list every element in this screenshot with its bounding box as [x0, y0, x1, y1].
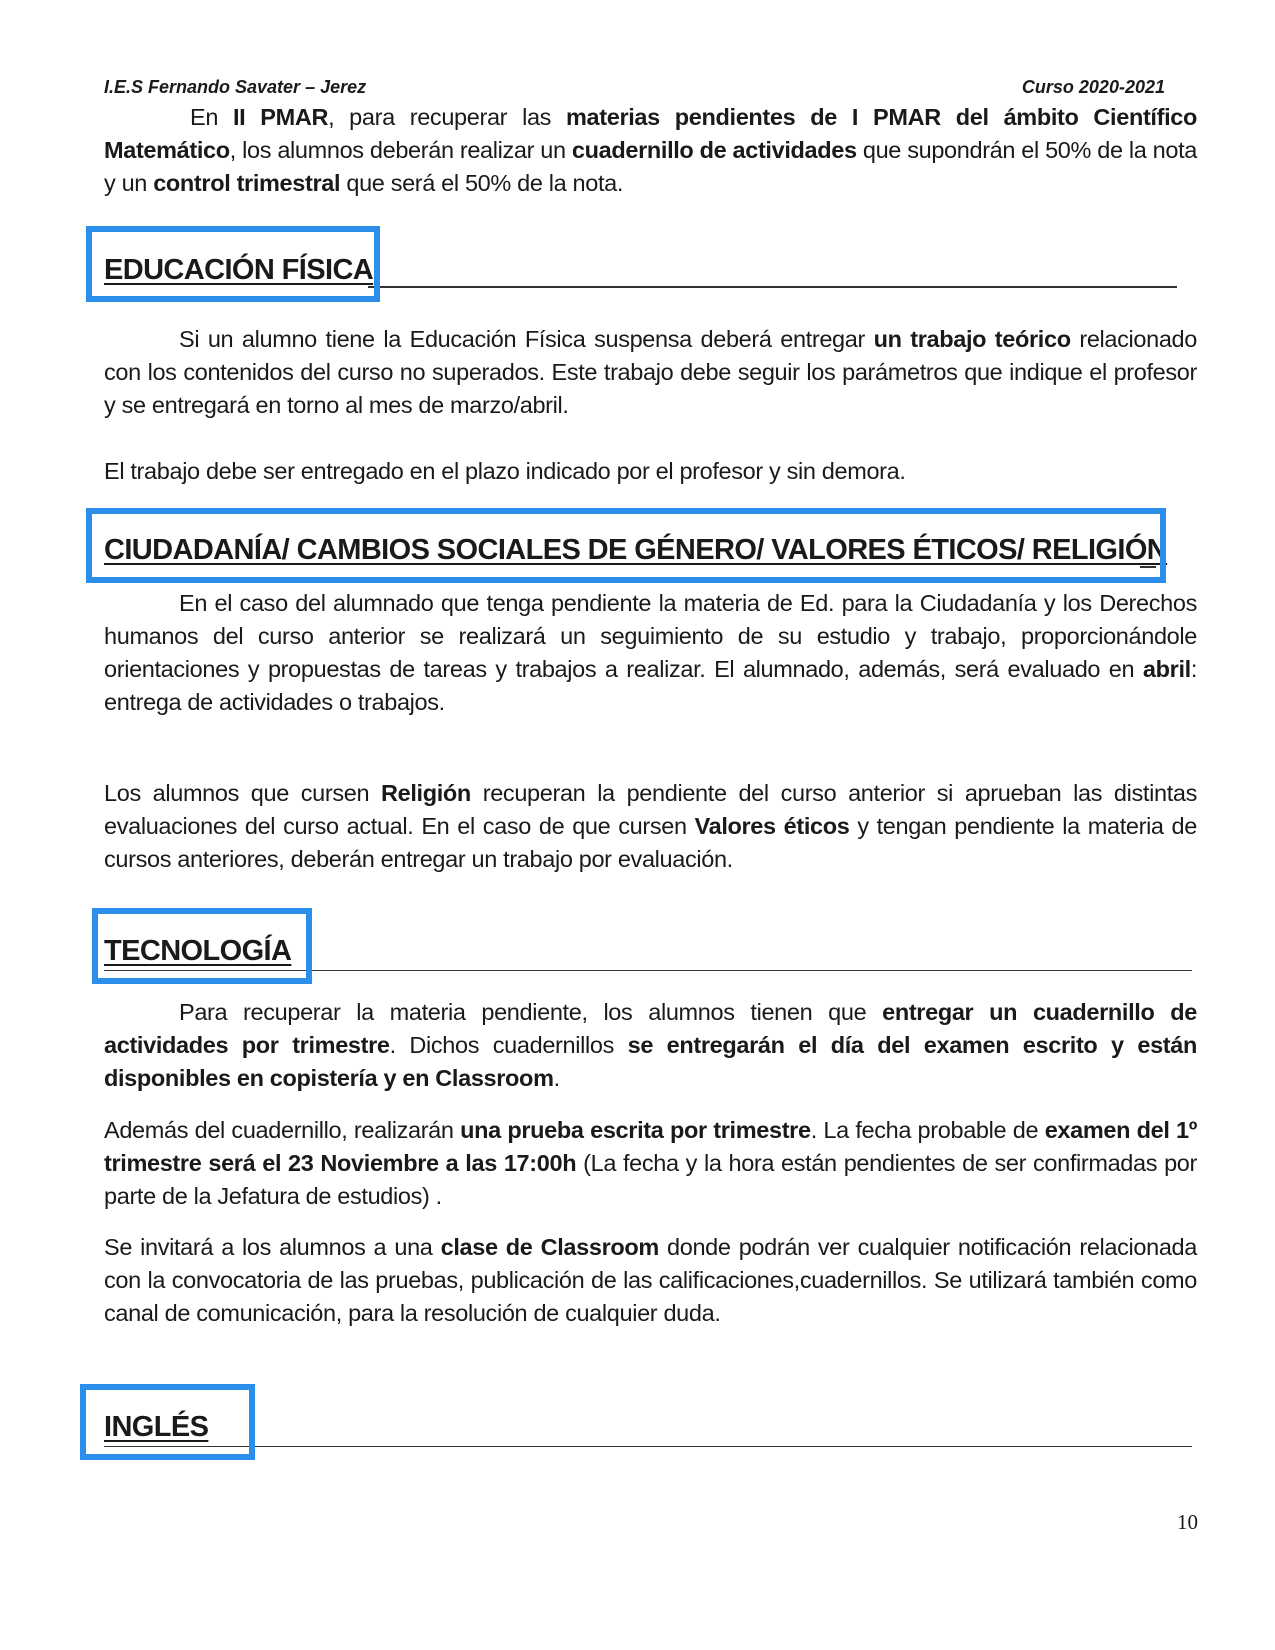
page-number: 10: [1177, 1510, 1198, 1534]
heading-rule: [368, 286, 1177, 288]
ciud-paragraph-2: Los alumnos que cursen Religión recuperan la pendiente del curso anterior si aprueban las distintas evaluaciones del curso actual. En el caso de que cursen Valores éticos y tengan pendiente la materia de cursos anteriores, deberán entregar un trabajo por evaluación.: [104, 780, 1197, 872]
header-course: Curso 2020-2021: [1021, 77, 1165, 97]
pmar-paragraph: En II PMAR, para recuperar las materias pendientes de I PMAR del ámbito Científico Matemático, los alumnos deberán realizar un cuadernillo de actividades que supondrán el 50% de la nota y un control trimestral que será el 50% de la nota.: [104, 104, 1197, 196]
ciud-paragraph-1: En el caso del alumnado que tenga pendiente la materia de Ed. para la Ciudadanía y los Derechos humanos del curso anterior se realizará un seguimiento de su estudio y trabajo, proporcionándole orientaciones y propuestas de tareas y trabajos a realizar. El alumnado, además, será evaluado en abril: entrega de actividades o trabajos.: [104, 590, 1197, 715]
heading-ingles: INGLÉS: [104, 1411, 209, 1443]
ef-paragraph-1: Si un alumno tiene la Educación Física suspensa deberá entregar un trabajo teórico relacionado con los contenidos del curso no superados. Este trabajo debe seguir los parámetros que indique el profesor y se entregará en torno al mes de marzo/abril.: [104, 326, 1197, 418]
highlight-box: [80, 1384, 255, 1460]
header-school: I.E.S Fernando Savater – Jerez: [104, 77, 367, 97]
highlight-box: [86, 508, 1166, 583]
heading-educacion-fisica: EDUCACIÓN FÍSICA: [104, 254, 374, 286]
heading-tecnologia: TECNOLOGÍA: [104, 935, 292, 967]
tec-paragraph-3: Se invitará a los alumnos a una clase de Classroom donde podrán ver cualquier notificación relacionada con la convocatoria de las pruebas, publicación de las calificaciones,cuadernillos. Se utilizará también como canal de comunicación, para la resolución de cualquier duda.: [104, 1234, 1197, 1326]
highlight-box: [92, 908, 312, 984]
tec-paragraph-1: Para recuperar la materia pendiente, los alumnos tienen que entregar un cuadernillo de actividades por trimestre. Dichos cuadernillos se entregarán el día del examen escrito y están disponibles en copistería y en Classroom.: [104, 999, 1198, 1091]
heading-rule: [104, 1446, 1192, 1447]
tec-paragraph-2: Además del cuadernillo, realizarán una prueba escrita por trimestre. La fecha probable de examen del 1º trimestre será el 23 Noviembre a las 17:00h (La fecha y la hora están pendientes de ser confirmadas por parte de la Jefatura de estudios) .: [104, 1117, 1197, 1209]
ef-paragraph-2: El trabajo debe ser entregado en el plazo indicado por el profesor y sin demora.: [104, 458, 906, 484]
highlight-box: [86, 226, 380, 302]
heading-ciudadania: CIUDADANÍA/ CAMBIOS SOCIALES DE GÉNERO/ VALORES ÉTICOS/ RELIGIÓN: [104, 534, 1168, 566]
